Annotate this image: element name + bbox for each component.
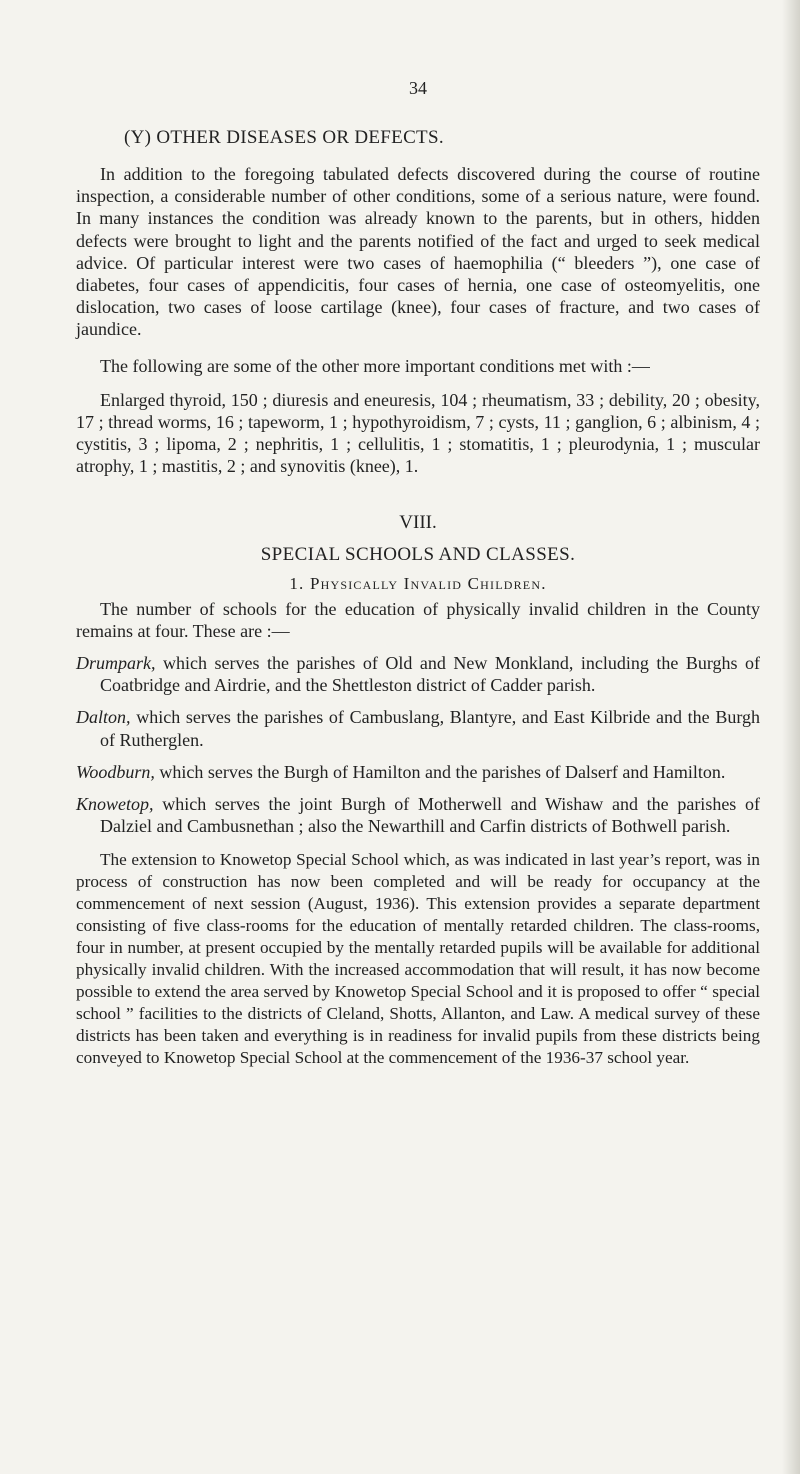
paragraph-schools-intro: The number of schools for the education of physically invalid children in the County remains at four. These are :— xyxy=(76,598,760,641)
section-heading-other-diseases: (Y) OTHER DISEASES OR DEFECTS. xyxy=(124,127,444,148)
chapter-title: SPECIAL SCHOOLS AND CLASSES. xyxy=(260,543,576,565)
school-name: Drumpark, xyxy=(76,653,156,674)
school-name: Woodburn, xyxy=(76,761,155,782)
chapter-numeral: VIII. xyxy=(399,511,437,533)
school-entry-woodburn xyxy=(76,761,760,783)
document-page xyxy=(76,78,760,1069)
school-name: Dalton, xyxy=(76,707,131,728)
school-description: which serves the parishes of Cambuslang, Blantyre, and East Kilbride and the Burgh of Rutherglen. xyxy=(100,707,760,750)
school-description: which serves the parishes of Old and New Monkland, including the Burghs of Coatbridge and Airdrie, and the Shettleston district of Cadder parish. xyxy=(100,653,760,696)
conditions-list: Enlarged thyroid, 150 ; diuresis and eneuresis, 104 ; rheumatism, 33 ; debility, 20 ; obesity, 17 ; thread worms, 16 ; tapeworm, 1 ; hypothyroidism, 7 ; cysts, 11 ; ganglion, 6 ; albinism, 4 ; cystitis, 3 ; lipoma, 2 ; nephritis, 1 ; cellulitis, 1 ; stomatitis, 1 ; pleurodynia, 1 ; muscular atrophy, 1 ; mastitis, 2 ; and synovitis (knee), 1. xyxy=(76,389,760,477)
paragraph-important-conditions-intro: The following are some of the other more important conditions met with :— xyxy=(100,355,650,376)
paragraph-knowetop-extension: The extension to Knowetop Special School which, as was indicated in last year’s report, was in process of construction has now been completed and will be ready for occupancy at the commencement of next session (August, 1936). This extension provides a separate department consisting of five class-rooms for the education of mentally retarded children. The class-rooms, four in number, at present occupied by the mentally retarded pupils will be available for additional physically invalid children. With the increased accommodation that will result, it has now become possible to extend the area served by Knowetop Special School and it is proposed to offer “ special school ” facilities to the districts of Cleland, Shotts, Allanton, and Law. A medical survey of these districts has been taken and everything is in readiness for invalid pupils from these districts being conveyed to Knowetop Special School at the commencement of the 1936-37 school year. xyxy=(76,850,760,1068)
page-edge-shadow xyxy=(782,0,800,1474)
school-description: which serves the joint Burgh of Motherwell and Wishaw and the parishes of Dalziel and Cambusnethan ; also the Newarthill and Carfin districts of Bothwell parish. xyxy=(100,794,760,837)
school-name: Knowetop, xyxy=(76,794,154,815)
page-number: 34 xyxy=(409,78,427,98)
school-entry-drumpark xyxy=(76,652,760,696)
subheading-physically-invalid-children: 1. Physically Invalid Children. xyxy=(289,573,547,593)
paragraph-other-conditions: In addition to the foregoing tabulated defects discovered during the course of routine inspection, a considerable number of other conditions, some of a serious nature, were found. In many instances the condition was already known to the parents, but in others, hidden defects were brought to light and the parents notified of the fact and urged to seek medical advice. Of particular interest were two cases of haemophilia (“ bleeders ”), one case of diabetes, four cases of appendicitis, four cases of hernia, one case of osteomyelitis, one dislocation, two cases of loose cartilage (knee), four cases of fracture, and two cases of jaundice. xyxy=(76,164,760,340)
school-description: which serves the Burgh of Hamilton and the parishes of Dalserf and Hamilton. xyxy=(154,761,726,782)
school-entry-knowetop xyxy=(76,793,760,837)
school-entry-dalton xyxy=(76,706,760,750)
